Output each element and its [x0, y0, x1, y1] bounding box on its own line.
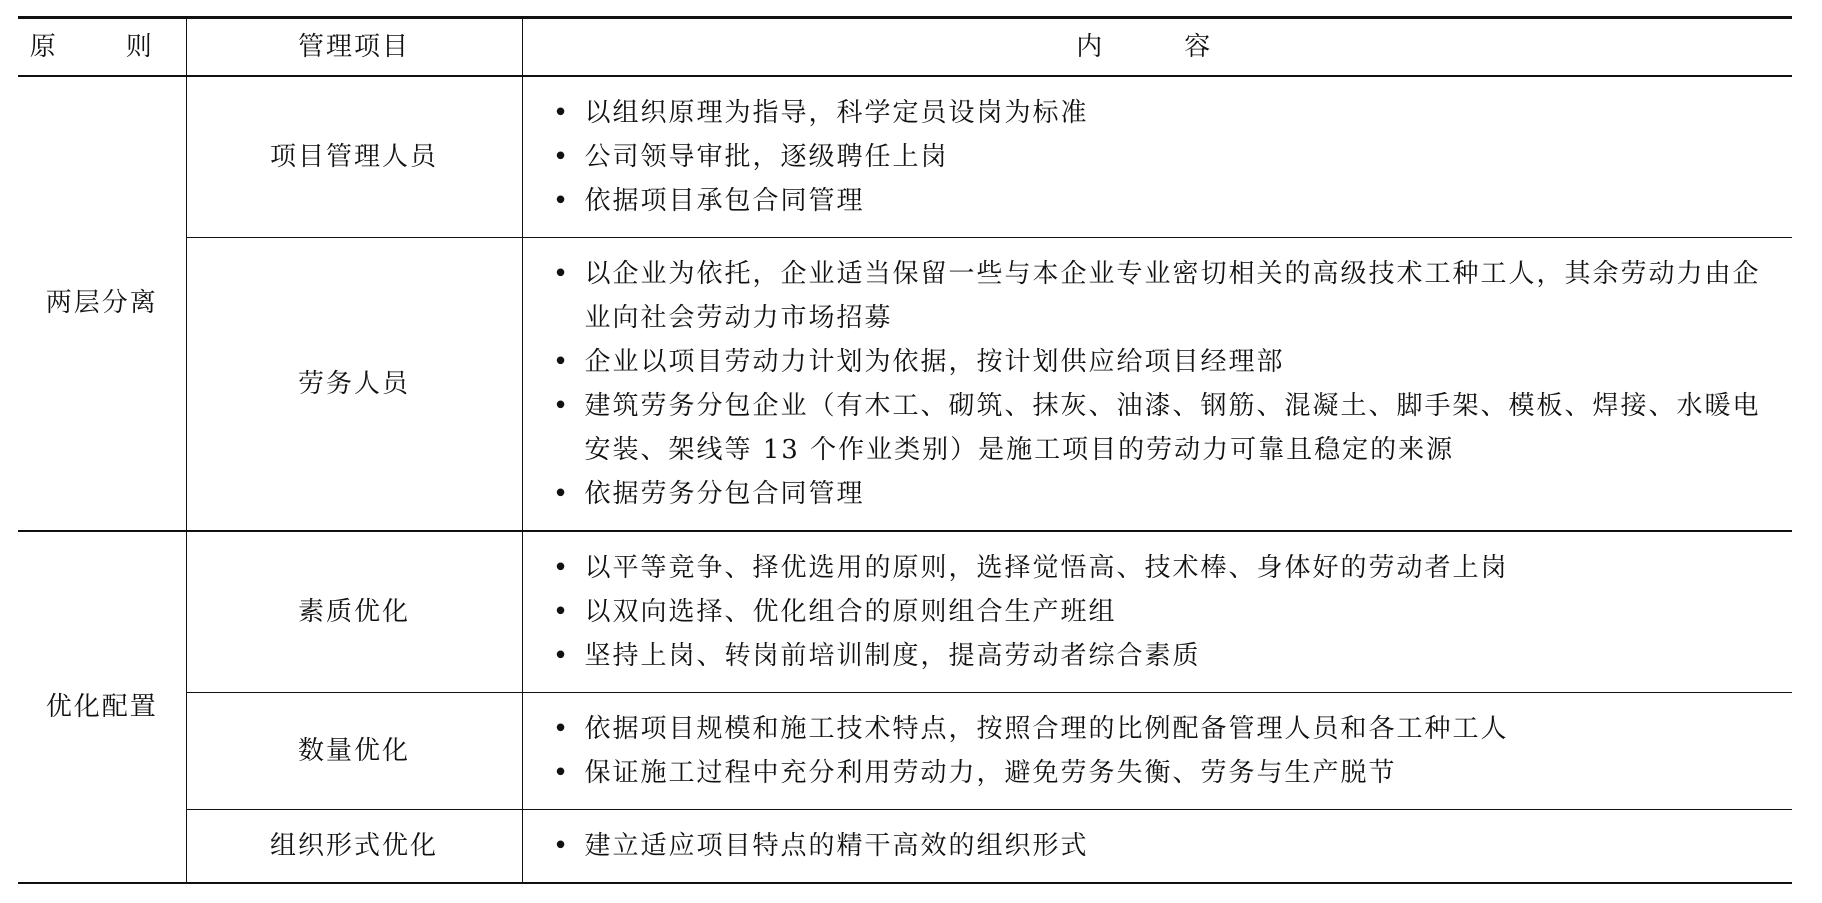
point-text: 依据项目承包合同管理 [584, 185, 865, 216]
bullet-list [551, 707, 1781, 795]
item-cell: 劳务人员 [186, 237, 522, 531]
bullet-list [551, 252, 1781, 516]
bullet-icon: • [552, 478, 571, 509]
bullet-icon: • [552, 97, 571, 128]
point-text: 依据劳务分包合同管理 [584, 478, 865, 509]
point-text: 建立适应项目特点的精干高效的组织形式 [584, 830, 1089, 861]
list-item [551, 824, 1781, 868]
list-item [551, 707, 1781, 751]
bullet-icon: • [552, 552, 571, 583]
item-cell: 项目管理人员 [186, 76, 522, 238]
principle-cell: 两层分离 [18, 76, 186, 531]
list-item [551, 546, 1781, 590]
point-text: 以企业为依托，企业适当保留一些与本企业专业密切相关的高级技术工种工人，其余劳动力由企业向社会劳动力市场招募 [584, 258, 1761, 333]
bullet-icon: • [552, 141, 571, 172]
header-row [18, 18, 1792, 76]
bullet-list [551, 546, 1781, 678]
header-management-item: 管理项目 [186, 18, 522, 76]
header-principle: 原 则 [18, 18, 186, 76]
point-text: 以双向选择、优化组合的原则组合生产班组 [584, 596, 1117, 627]
table-container [18, 16, 1792, 884]
header-content: 内 容 [522, 18, 1792, 76]
list-item [551, 179, 1781, 223]
bullet-icon: • [552, 596, 571, 627]
labor-management-table [18, 16, 1792, 884]
content-cell [522, 76, 1792, 238]
point-text: 企业以项目劳动力计划为依据，按计划供应给项目经理部 [584, 346, 1285, 377]
content-cell [522, 692, 1792, 809]
list-item [551, 252, 1781, 340]
list-item [551, 751, 1781, 795]
list-item [551, 340, 1781, 384]
list-item [551, 135, 1781, 179]
bullet-icon: • [552, 390, 571, 421]
bullet-icon: • [552, 640, 571, 671]
bullet-list [551, 91, 1781, 223]
bullet-icon: • [552, 830, 571, 861]
list-item [551, 91, 1781, 135]
table-row [18, 692, 1792, 809]
table-row [18, 237, 1792, 531]
item-cell: 素质优化 [186, 531, 522, 693]
point-text: 公司领导审批，逐级聘任上岗 [584, 141, 949, 172]
point-text: 坚持上岗、转岗前培训制度，提高劳动者综合素质 [584, 640, 1201, 671]
list-item [551, 634, 1781, 678]
list-item [551, 590, 1781, 634]
content-cell [522, 809, 1792, 883]
point-text: 以组织原理为指导，科学定员设岗为标准 [584, 97, 1089, 128]
bullet-icon: • [552, 258, 571, 289]
table-row [18, 531, 1792, 693]
bullet-list [551, 824, 1781, 868]
bullet-icon: • [552, 185, 571, 216]
principle-cell: 优化配置 [18, 531, 186, 884]
item-cell: 数量优化 [186, 692, 522, 809]
point-text: 建筑劳务分包企业（有木工、砌筑、抹灰、油漆、钢筋、混凝土、脚手架、模板、焊接、水暖电安装、架线等 13 个作业类别）是施工项目的劳动力可靠且稳定的来源 [584, 390, 1761, 465]
list-item [551, 472, 1781, 516]
item-cell: 组织形式优化 [186, 809, 522, 883]
point-text: 依据项目规模和施工技术特点，按照合理的比例配备管理人员和各工种工人 [584, 713, 1509, 744]
table-row [18, 76, 1792, 238]
point-text: 保证施工过程中充分利用劳动力，避免劳务失衡、劳务与生产脱节 [584, 757, 1397, 788]
list-item [551, 384, 1781, 472]
bullet-icon: • [552, 757, 571, 788]
content-cell [522, 237, 1792, 531]
table-row [18, 809, 1792, 883]
content-cell [522, 531, 1792, 693]
point-text: 以平等竞争、择优选用的原则，选择觉悟高、技术棒、身体好的劳动者上岗 [584, 552, 1509, 583]
bullet-icon: • [552, 346, 571, 377]
bullet-icon: • [552, 713, 571, 744]
